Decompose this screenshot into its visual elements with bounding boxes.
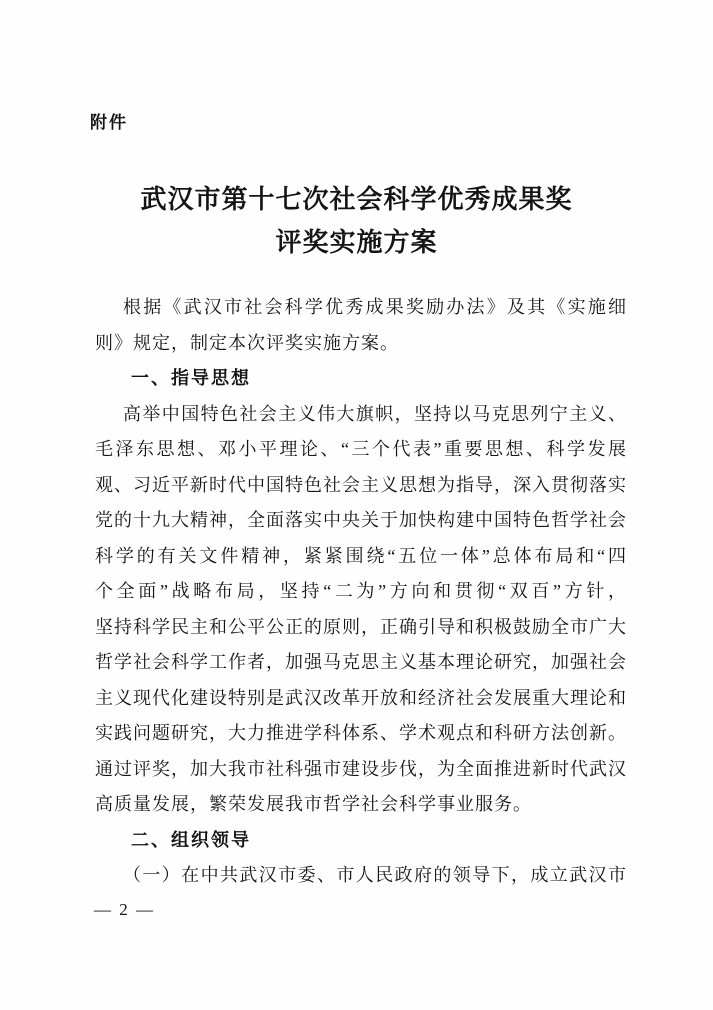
document-line: 实践问题研究，大力推进学科体系、学术观点和科研方法创新。 (95, 723, 627, 743)
document-line: 个全面”战略布局，坚持“二为”方向和贯彻“双百”方针， (95, 581, 627, 601)
document-line: 科学的有关文件精神，紧紧围绕“五位一体”总体布局和“四 (95, 545, 627, 566)
document-line: 则》规定，制定本次评奖实施方案。 (95, 332, 399, 353)
document-line: 党的十九大精神，全面落实中央关于加快构建中国特色哲学社会 (95, 510, 627, 530)
document-line: （一）在中共武汉市委、市人民政府的领导下，成立武汉市 (123, 865, 627, 885)
document-line: 高质量发展，繁荣发展我市哲学社会科学事业服务。 (95, 794, 532, 814)
document-line: 高举中国特色社会主义伟大旗帜，坚持以马克思列宁主义、 (123, 403, 627, 424)
document-line: 坚持科学民主和公平公正的原则，正确引导和积极鼓励全市广大 (95, 616, 627, 637)
document-line: 一、指导思想 (131, 368, 251, 388)
document-line: 二、组织领导 (131, 829, 251, 850)
document-line: 哲学社会科学工作者，加强马克思主义基本理论研究，加强社会 (95, 652, 627, 672)
document-title-line-2: 评奖实施方案 (275, 228, 438, 257)
document-line: 主义现代化建设特别是武汉改革开放和经济社会发展重大理论和 (95, 687, 627, 708)
document-line: 观、习近平新时代中国特色社会主义思想为指导，深入贯彻落实 (95, 474, 627, 495)
page-number: — 2 — (94, 900, 155, 919)
document-line: 毛泽东思想、邓小平理论、“三个代表”重要思想、科学发展 (95, 439, 627, 459)
document-title (0, 178, 713, 264)
attachment-label: 附件 (90, 113, 128, 132)
document-line: 通过评奖，加大我市社科强市建设步伐，为全面推进新时代武汉 (95, 758, 627, 779)
document-body (95, 290, 627, 894)
document-title-line-1: 武汉市第十七次社会科学优秀成果奖 (140, 185, 573, 214)
document-line: 根据《武汉市社会科学优秀成果奖励办法》及其《实施细 (123, 297, 627, 317)
